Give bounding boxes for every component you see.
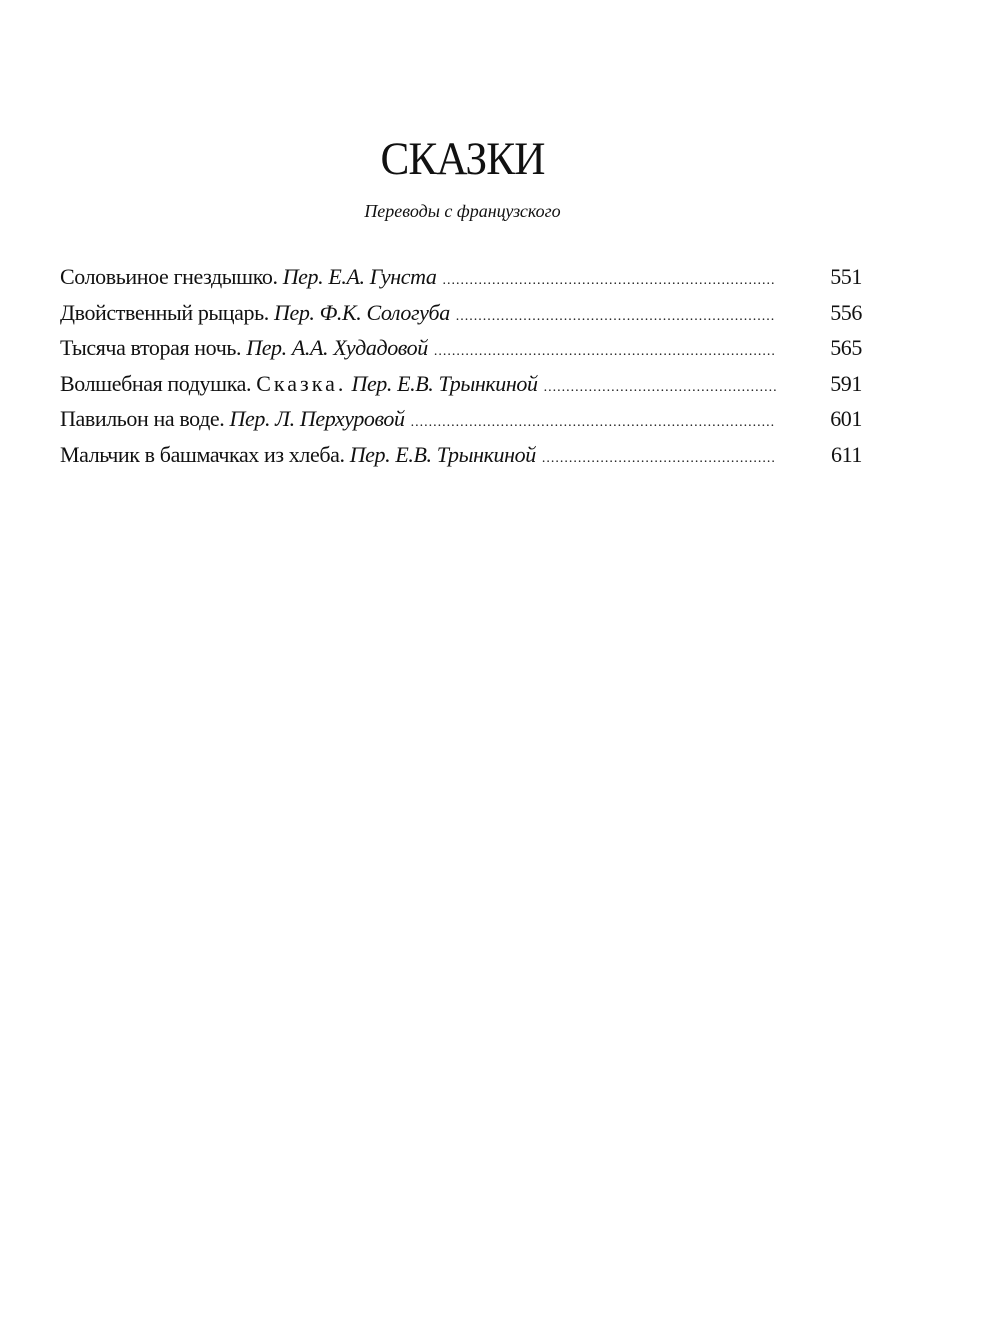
entry-title: Павильон на воде. bbox=[60, 406, 225, 432]
leader-dots bbox=[544, 373, 776, 403]
entry-translator: Пер. А.А. Худадовой bbox=[246, 335, 428, 361]
entry-page-number: 551 bbox=[830, 264, 862, 289]
leader-dots bbox=[443, 266, 777, 296]
entry-page-number: 591 bbox=[830, 370, 862, 396]
entry-translator: Пер. Л. Перхуровой bbox=[229, 406, 405, 432]
toc-entry bbox=[60, 404, 862, 440]
entry-title: Соловьиное гнездышко. bbox=[60, 264, 278, 289]
toc-entry bbox=[60, 440, 862, 476]
entry-genre: Сказка. bbox=[256, 370, 347, 396]
entry-page-number: 556 bbox=[830, 299, 862, 325]
toc-entry bbox=[60, 262, 862, 298]
entry-translator: Пер. Ф.К. Сологуба bbox=[273, 299, 450, 325]
entry-page-number: 601 bbox=[830, 406, 862, 432]
leader-dots bbox=[434, 337, 776, 367]
table-of-contents bbox=[60, 262, 862, 476]
entry-title: Волшебная подушка. bbox=[60, 370, 252, 396]
entry-page-number: 611 bbox=[831, 441, 862, 467]
entry-translator: Пер. Е.А. Гунста bbox=[282, 264, 437, 289]
toc-entry bbox=[60, 333, 862, 369]
entry-translator: Пер. Е.В. Трынкиной bbox=[351, 370, 538, 396]
entry-title: Тысяча вторая ночь. bbox=[60, 335, 242, 361]
entry-translator: Пер. Е.В. Трынкиной bbox=[349, 441, 536, 467]
entry-page-number: 565 bbox=[830, 335, 862, 361]
leader-dots bbox=[456, 302, 776, 332]
entry-title: Мальчик в башмачках из хлеба. bbox=[60, 441, 345, 467]
entry-title: Двойственный рыцарь. bbox=[60, 299, 269, 325]
section-title: СКАЗКИ bbox=[380, 133, 545, 185]
leader-dots bbox=[542, 444, 776, 474]
leader-dots bbox=[411, 408, 776, 438]
toc-entry bbox=[60, 369, 862, 405]
section-subtitle: Переводы с французского bbox=[364, 201, 561, 221]
toc-entry bbox=[60, 298, 862, 334]
